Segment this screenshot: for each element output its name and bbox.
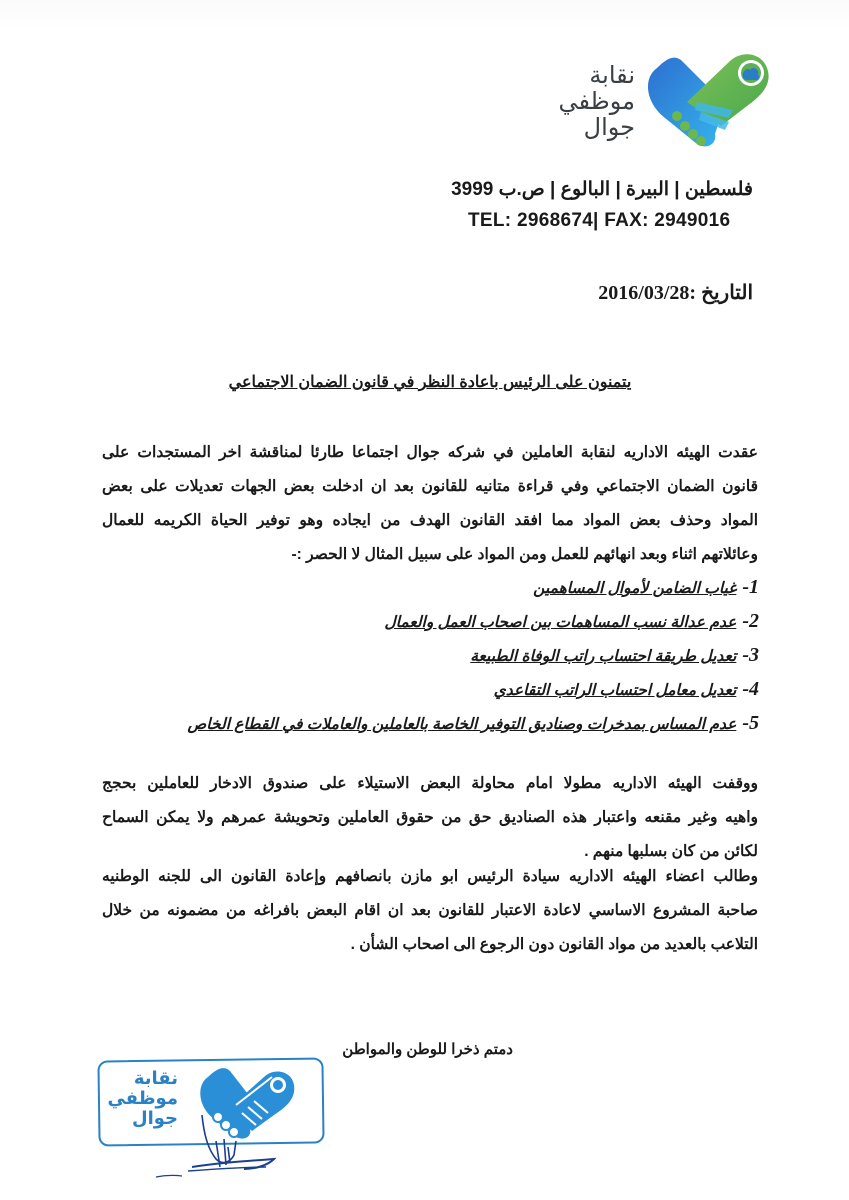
letterhead-contact: TEL: 2968674| FAX: 2949016 bbox=[468, 210, 731, 231]
letterhead-address: فلسطين | البيرة | البالوع | ص.ب 3999 bbox=[451, 179, 753, 200]
stamp-line-1: نقابة bbox=[133, 1068, 178, 1089]
letter-subject: يتمنون على الرئيس باعادة النظر في قانون الضمان الاجتماعي bbox=[228, 374, 632, 391]
paragraph-line: وطالب اعضاء الهيئه الاداريه سيادة الرئيس ابو مازن بانصافهم وإعادة القانون الى للجنه الوطنيه bbox=[102, 868, 758, 885]
scan-bleed-through bbox=[0, 0, 849, 30]
item-text: غياب الضامن لأموال المساهمين bbox=[533, 580, 737, 597]
handshake-heart-icon bbox=[637, 40, 777, 155]
paragraph-line: وعائلاتهم اثناء وبعد انهائهم للعمل ومن المواد على سبيل المثال لا الحصر :- bbox=[291, 546, 758, 563]
union-stamp bbox=[96, 1055, 326, 1180]
paragraph-line: قانون الضمان الاجتماعي وفي قراءة متانيه للقانون بعد ان ادخلت بعض الجهات تعديلات على بعض bbox=[102, 478, 758, 495]
item-number: 2- bbox=[742, 610, 759, 632]
item-text: عدم المساس بمدخرات وصناديق التوفير الخاصة بالعاملين والعاملات في القطاع الخاص bbox=[187, 716, 737, 733]
body-paragraph-1 bbox=[102, 436, 758, 572]
item-number: 3- bbox=[742, 644, 759, 666]
logo-line-1: نقابة bbox=[589, 61, 635, 89]
signature-icon bbox=[96, 1055, 326, 1180]
item-text: تعديل معامل احتساب الراتب التقاعدي bbox=[493, 682, 737, 699]
stamp-line-3: جوال bbox=[131, 1108, 178, 1129]
closing-line: دمتم ذخرا للوطن والمواطن bbox=[342, 1041, 513, 1058]
logo-line-3: جوال bbox=[583, 113, 635, 141]
item-number: 1- bbox=[742, 576, 759, 598]
union-logo bbox=[545, 40, 775, 155]
list-item bbox=[188, 638, 760, 672]
paragraph-line: التلاعب بالعديد من مواد القانون دون الرجوع الى اصحاب الشأن . bbox=[350, 936, 758, 953]
list-item bbox=[188, 672, 760, 706]
list-item bbox=[188, 706, 760, 740]
paragraph-line: واهيه وغير مقنعه واعتبار هذه الصناديق حق من حقوق العاملين وتحويشة عمرهم ولا يمكن السماح bbox=[102, 809, 758, 826]
logo-line-2: موظفي bbox=[558, 87, 635, 115]
body-paragraph-2 bbox=[102, 767, 758, 869]
body-paragraph-3 bbox=[102, 860, 758, 962]
list-item bbox=[188, 604, 760, 638]
paragraph-line: صاحبة المشروع الاساسي لاعادة الاعتبار للقانون بعد ان اقام البعض بافراغه من مضمونه من خلال bbox=[102, 902, 758, 919]
item-text: تعديل طريقة احتساب راتب الوفاة الطبيعة bbox=[470, 648, 737, 665]
paragraph-line: لكائن من كان بسلبها منهم . bbox=[584, 843, 758, 860]
issues-list bbox=[188, 570, 760, 740]
date-value: 2016/03/28 bbox=[598, 282, 690, 304]
letter-date bbox=[598, 280, 753, 305]
stamp-line-2: موظفي bbox=[107, 1088, 178, 1109]
item-number: 4- bbox=[742, 678, 759, 700]
paragraph-line: ووقفت الهيئه الاداريه مطولا امام محاولة البعض الاستيلاء على صندوق الادخار للعاملين بحجج bbox=[102, 775, 758, 792]
item-number: 5- bbox=[742, 712, 759, 734]
paragraph-line: المواد وحذف بعض المواد مما افقد القانون الهدف من ايجاده وهو توفير الحياة الكريمه للعمال bbox=[102, 512, 758, 529]
logo-wordmark bbox=[545, 62, 635, 140]
date-label: التاريخ : bbox=[689, 282, 753, 304]
list-item bbox=[188, 570, 760, 604]
item-text: عدم عدالة نسب المساهمات بين اصحاب العمل والعمال bbox=[384, 614, 737, 631]
paragraph-line: عقدت الهيئه الاداريه لنقابة العاملين في شركه جوال اجتماعا طارئا لمناقشة اخر المستجدات على bbox=[102, 444, 758, 461]
